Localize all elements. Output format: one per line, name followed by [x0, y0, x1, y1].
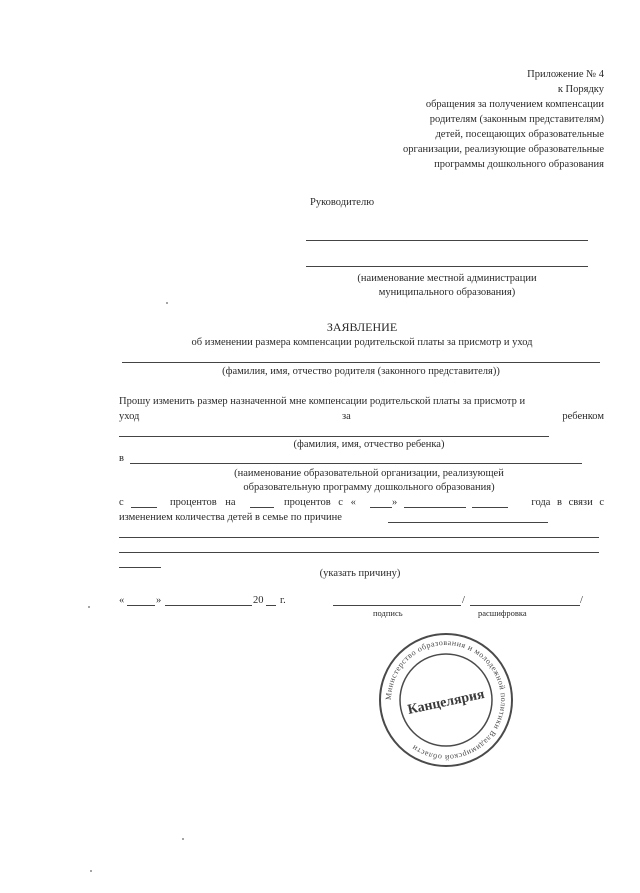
parent-name-blank: [122, 362, 600, 363]
addressee-caption-1: (наименование местной администрации: [357, 273, 537, 284]
addressee-blank-1: [306, 240, 588, 241]
reason-intro: изменением количества детей в семье по причине: [119, 512, 342, 523]
decode-caption: расшифровка: [478, 608, 527, 618]
word-from: с: [119, 497, 124, 508]
prefix-in: в: [119, 453, 124, 464]
addressee-caption-2: муниципального образования): [378, 287, 516, 298]
appendix-line-7: программы дошкольного образования: [434, 159, 604, 170]
stamp-ring-text: Министерство образования и молодежной политики Владимирской области: [383, 637, 509, 763]
appendix-line-5: детей, посещающих образовательные: [435, 129, 604, 140]
decode-blank: [470, 605, 580, 606]
reason-blank-3: [119, 552, 599, 553]
scan-speck: [166, 302, 168, 304]
addressee-blank-2: [306, 266, 588, 267]
quote-close: »: [392, 497, 398, 508]
sign-quote-close: »: [156, 595, 162, 606]
sign-month-blank: [165, 605, 252, 606]
sign-slash-1: /: [462, 595, 465, 606]
sign-quote-open: «: [119, 595, 125, 606]
word-for: за: [342, 411, 351, 422]
scan-speck: [182, 838, 184, 840]
word-percent-on: процентов на: [170, 497, 236, 508]
word-care: уход: [119, 411, 140, 422]
appendix-line-4: родителям (законным представителям): [429, 114, 604, 125]
office-stamp: [376, 630, 516, 770]
sign-year-prefix: 20: [253, 595, 264, 606]
word-child: ребенком: [562, 411, 604, 422]
sign-day-blank: [127, 605, 155, 606]
organization-caption-1: (наименование образовательной организации, реализующей: [234, 468, 504, 479]
appendix-line-1: Приложение № 4: [527, 69, 604, 80]
appendix-line-3: обращения за получением компенсации: [425, 99, 604, 110]
appendix-line-6: организации, реализующие образовательные: [403, 144, 604, 155]
day-blank: [370, 507, 392, 508]
document-subtitle: об изменении размера компенсации родительской платы за присмотр и уход: [191, 337, 533, 348]
scan-speck: [88, 606, 90, 608]
percent-from-blank: [131, 507, 157, 508]
scan-speck: [90, 870, 92, 872]
reason-blank-2: [119, 537, 599, 538]
parent-name-caption: (фамилия, имя, отчество родителя (законного представителя)): [222, 366, 500, 377]
body-line-1: Прошу изменить размер назначенной мне компенсации родительской платы за присмотр и: [119, 396, 526, 407]
appendix-line-2: к Порядку: [557, 84, 604, 95]
signature-blank: [333, 605, 461, 606]
addressee-label: Руководителю: [310, 197, 375, 208]
signature-caption: подпись: [373, 608, 403, 618]
organization-caption-2: образовательную программу дошкольного образования): [243, 482, 495, 493]
year-blank: [472, 507, 508, 508]
reason-caption: (указать причину): [319, 568, 401, 579]
word-year-due: года в связи с: [531, 497, 604, 508]
percent-to-blank: [250, 507, 274, 508]
child-name-blank: [119, 436, 549, 437]
reason-blank-1: [388, 522, 548, 523]
sign-year-suffix: г.: [280, 595, 286, 606]
organization-blank: [130, 463, 582, 464]
document-title: ЗАЯВЛЕНИЕ: [326, 320, 398, 334]
child-name-caption: (фамилия, имя, отчество ребенка): [293, 439, 445, 450]
word-percent-from: процентов с «: [284, 497, 356, 508]
month-blank: [404, 507, 466, 508]
stamp-center-text: Канцелярия: [406, 687, 486, 718]
sign-slash-2: /: [580, 595, 583, 606]
sign-year-blank: [266, 605, 276, 606]
reason-blank-4: [119, 567, 161, 568]
